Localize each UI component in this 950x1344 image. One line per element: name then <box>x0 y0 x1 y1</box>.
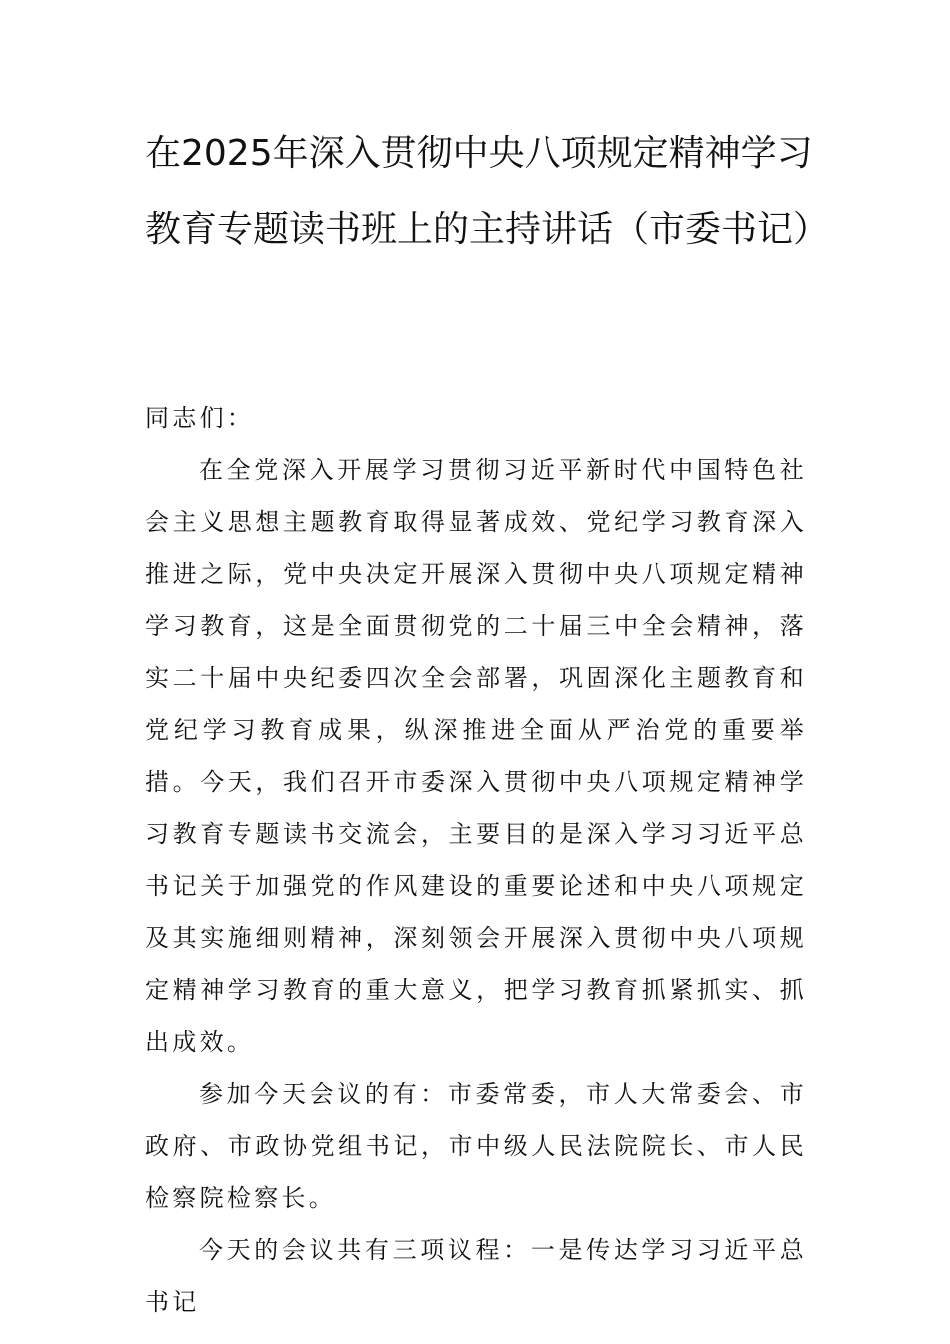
salutation: 同志们： <box>145 404 255 432</box>
document-body <box>145 392 807 1328</box>
paragraph-intro: 在全党深入开展学习贯彻习近平新时代中国特色社会主义思想主题教育取得显著成效、党纪学习教育深入推进之际，党中央决定开展深入贯彻中央八项规定精神学习教育，这是全面贯彻党的二十届三中全会精神，落实二十届中央纪委四次全会部署，巩固深化主题教育和党纪学习教育成果，纵深推进全面从严治党的重要举措。今天，我们召开市委深入贯彻中央八项规定精神学习教育专题读书交流会，主要目的是深入学习习近平总书记关于加强党的作风建设的重要论述和中央八项规定及其实施细则精神，深刻领会开展深入贯彻中央八项规定精神学习教育的重大意义，把学习教育抓紧抓实、抓出成效。 <box>145 456 807 1056</box>
document-title-line-1: 在2025年深入贯彻中央八项规定精神学习 <box>145 133 813 174</box>
paragraph-attendees: 参加今天会议的有：市委常委，市人大常委会、市政府、市政协党组书记，市中级人民法院院长、市人民检察院检察长。 <box>145 1080 807 1212</box>
paragraph-agenda: 今天的会议共有三项议程：一是传达学习习近平总书记 <box>145 1236 807 1316</box>
document-title-line-2: 教育专题读书班上的主持讲话（市委书记） <box>145 209 830 250</box>
